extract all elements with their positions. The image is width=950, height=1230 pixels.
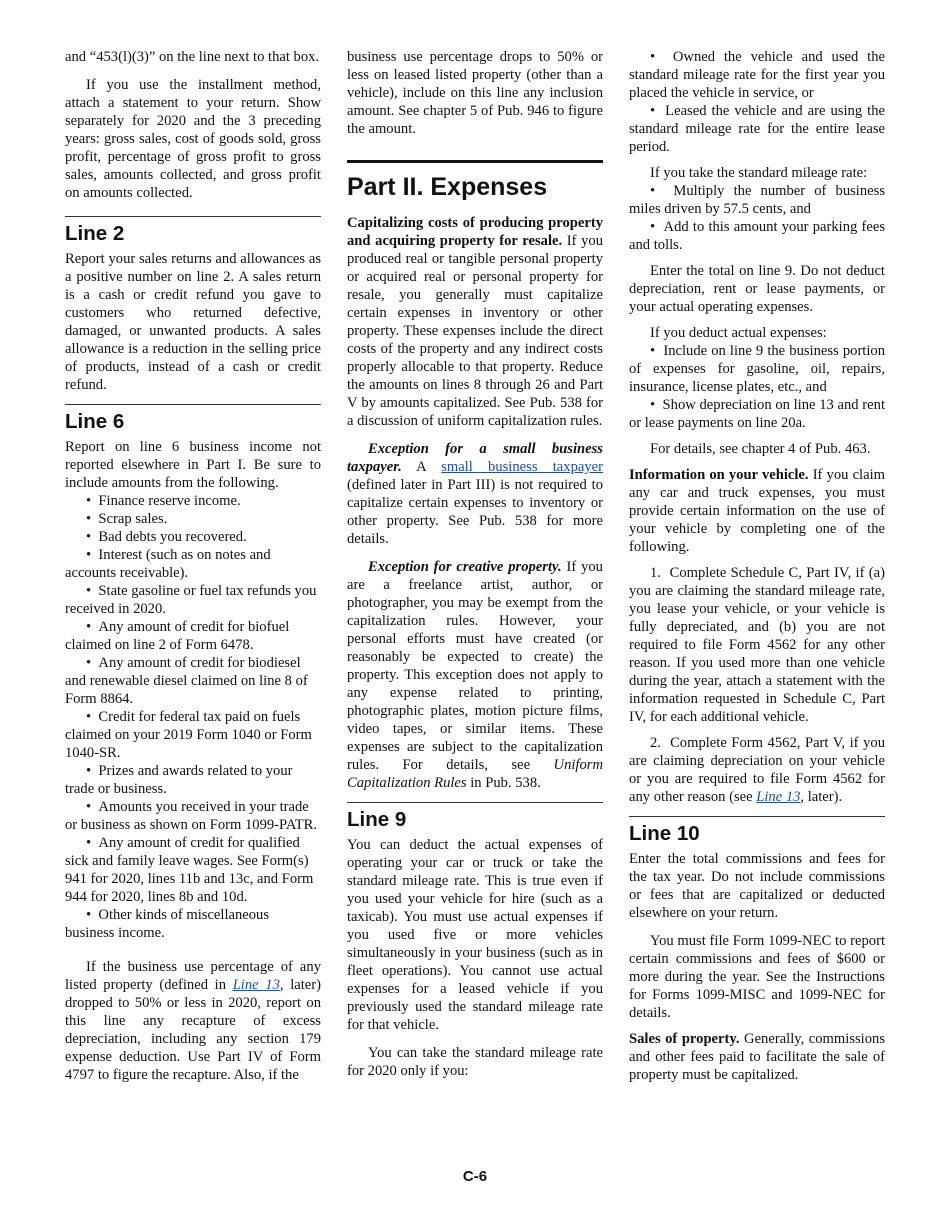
list-item: • Finance reserve income. (65, 492, 321, 510)
text-span: (defined later in Part III) is not required to capitalize certain expenses to inventory or other property. See Pub. 538 for more details. (347, 477, 603, 547)
line-10-heading: Line 10 (629, 822, 700, 845)
continued-paragraph: business use percentage drops to 50% or less on leased listed property (other than a vehicle), include on this line any inclusion amount. See chapter 5 of Pub. 946 to figure the amount. (347, 49, 603, 137)
list-item: • Add to this amount your parking fees and tolls. (629, 218, 885, 254)
line-13-link[interactable]: Line 13 (756, 789, 801, 805)
actual-expenses-intro: If you deduct actual expenses: (650, 325, 827, 341)
form-1099-nec-paragraph: You must file Form 1099-NEC to report certain commissions and fees of $600 or more during the year. See the Instructions for Forms 1099-MISC and 1099-NEC for details. (629, 933, 885, 1021)
text-span: If the business use percentage of any listed property (defined in (65, 959, 321, 993)
column-3 (629, 48, 885, 1084)
bold-lead: Capitalizing costs of producing property and acquiring property for resale. (347, 215, 603, 249)
standard-rate-intro: If you take the standard mileage rate: (650, 165, 868, 181)
small-business-exception (347, 440, 603, 548)
section-divider (629, 816, 885, 817)
installment-paragraph: If you use the installment method, attach a statement to your return. Show separately for 2020 and the 3 preceding years: gross sales, cost of goods sold, gross profit, percentage of gross profit to gross sales, amounts collected, and gross profit on amounts collected. (65, 77, 321, 201)
text-span: in Pub. 538. (466, 775, 541, 791)
list-item: • Other kinds of miscellaneous business income. (65, 906, 321, 942)
column-2 (347, 48, 603, 1080)
line-10-paragraph: Enter the total commissions and fees for the tax year. Do not include commissions or fees that are capitalized or deducted elsewhere on your return. (629, 851, 885, 921)
list-item: • Any amount of credit for biodiesel and renewable diesel claimed on line 8 of Form 8864. (65, 654, 321, 708)
italic-reference: Uniform Capitalization Rules (347, 757, 603, 791)
numbered-item-1: 1. Complete Schedule C, Part IV, if (a) you are claiming the standard mileage rate, you lease your vehicle, or your vehicle is fully depreciated, and (b) you are not required to file Form 4562 for any other reason. If you used more than one vehicle during the year, attach a statement with the information requested in Schedule C, Part IV, for each additional vehicle. (629, 565, 885, 725)
section-divider (65, 404, 321, 405)
line-6-bullet-list (65, 492, 321, 942)
continued-paragraph: and “453(l)(3)” on the line next to that box. (65, 49, 320, 65)
list-item: • State gasoline or fuel tax refunds you received in 2020. (65, 582, 321, 618)
bold-italic-lead: Exception for a small business taxpayer. (347, 441, 603, 475)
line-6-heading: Line 6 (65, 410, 125, 433)
text-span: , later) dropped to 50% or less in 2020, report on this line any recapture of excess depreciation, including any section 179 expense deduction. Use Part IV of Form 4797 to figure the recapture. Also, if the (65, 977, 321, 1083)
list-item: • Owned the vehicle and used the standard mileage rate for the first year you placed the vehicle in service, or (629, 48, 885, 102)
list-item: • Credit for federal tax paid on fuels claimed on your 2019 Form 1040 or Form 1040-SR. (65, 708, 321, 762)
capitalizing-paragraph (347, 214, 603, 430)
text-span: If you produced real or tangible personal property or acquired real or personal property for resale, you generally must capitalize certain expenses in inventory or other property. These expenses include the direct costs of the property and any indirect costs properly allocable to that property. Reduce the amounts on lines 8 through 26 and Part V by amounts capitalized. See Pub. 538 for a discussion of uniform capitalization rules. (347, 233, 603, 429)
small-business-taxpayer-link[interactable]: small business taxpayer (441, 459, 603, 475)
text-span: If you are a freelance artist, author, or photographer, you may be exempt from the capitalization rules. However, your personal efforts must have created (or reasonably be expected to create) the property. This exception does not apply to any expense related to printing, photographic plates, motion picture films, video tapes, or similar items. These expenses are subject to the capitalization rules. For details, see (347, 559, 603, 773)
list-item: • Include on line 9 the business portion of expenses for gasoline, oil, repairs, insurance, license plates, etc., and (629, 342, 885, 396)
part-divider (347, 160, 603, 163)
section-divider (65, 216, 321, 217)
list-item: • Any amount of credit for biofuel claimed on line 2 of Form 6478. (65, 618, 321, 654)
bold-lead: Information on your vehicle. (629, 467, 809, 483)
text-span: 2. Complete Form 4562, Part V, if you are claiming depreciation on your vehicle or you are required to file Form 4562 for any other reason (see (629, 735, 885, 805)
vehicle-info-paragraph (629, 466, 885, 556)
numbered-item-2 (629, 734, 885, 806)
line-9-standard-rate: You can take the standard mileage rate for 2020 only if you: (347, 1045, 603, 1079)
listed-property-paragraph (65, 958, 321, 1084)
line-2-paragraph: Report your sales returns and allowances as a positive number on line 2. A sales return is a cash or credit refund you gave to customers who returned defective, damaged, or unwanted products. A sales allowance is a reduction in the selling price of products, instead of a cash or credit refund. (65, 251, 321, 393)
bold-lead: Sales of property. (629, 1031, 740, 1047)
text-span: , later). (800, 789, 843, 805)
line-6-intro: Report on line 6 business income not reported elsewhere in Part I. Be sure to include amounts from the following. (65, 439, 321, 491)
list-item: • Interest (such as on notes and accounts receivable). (65, 546, 321, 582)
list-item: • Show depreciation on line 13 and rent or lease payments on line 20a. (629, 396, 885, 432)
text-span: If you claim any car and truck expenses, you must provide certain information on the use of your vehicle by completing one of the following. (629, 467, 885, 555)
page-number: C-6 (462, 1168, 488, 1185)
list-item: • Prizes and awards related to your trade or business. (65, 762, 321, 798)
enter-total-paragraph: Enter the total on line 9. Do not deduct depreciation, rent or lease payments, or your actual operating expenses. (629, 263, 885, 315)
details-paragraph: For details, see chapter 4 of Pub. 463. (650, 441, 871, 457)
text-span: A (401, 459, 442, 475)
part-2-heading: Part II. Expenses (347, 173, 548, 201)
list-item: • Any amount of credit for qualified sick and family leave wages. See Form(s) 941 for 2020, lines 11b and 13c, and Form 944 for 2020, lines 8b and 10d. (65, 834, 321, 906)
line-2-heading: Line 2 (65, 222, 125, 245)
line-13-link[interactable]: Line 13 (232, 977, 280, 993)
line-9-paragraph: You can deduct the actual expenses of operating your car or truck or take the standard mileage rate. This is true even if you used your vehicle for hire (such as a taxicab). You must use actual expenses if you used five or more vehicles simultaneously in your business (such as in fleet operations). You cannot use actual expenses for a leased vehicle if you previously used the standard mileage rate for that vehicle. (347, 837, 603, 1033)
bold-italic-lead: Exception for creative property. (368, 559, 562, 575)
section-divider (347, 802, 603, 803)
sales-of-property-paragraph (629, 1030, 885, 1084)
list-item: • Amounts you received in your trade or business as shown on Form 1099-PATR. (65, 798, 321, 834)
creative-property-exception (347, 558, 603, 792)
list-item: • Multiply the number of business miles driven by 57.5 cents, and (629, 182, 885, 218)
list-item: • Scrap sales. (65, 510, 321, 528)
text-span: Generally, commissions and other fees paid to facilitate the sale of property must be capitalized. (629, 1031, 885, 1083)
column-1 (65, 48, 321, 1084)
list-item: • Leased the vehicle and are using the standard mileage rate for the entire lease period. (629, 102, 885, 156)
line-9-heading: Line 9 (347, 808, 407, 831)
list-item: • Bad debts you recovered. (65, 528, 321, 546)
